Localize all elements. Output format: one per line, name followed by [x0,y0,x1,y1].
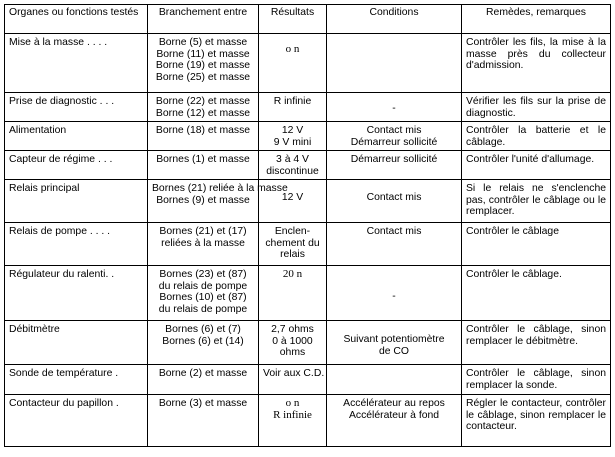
cond-line: Démarreur sollicité [350,136,438,148]
result-line: Enclen- [274,226,311,237]
result-cell [259,395,327,447]
table-row [5,122,611,151]
organ-cell: Sonde de température . [5,365,148,395]
branch-line: Borne (22) et masse [155,96,251,107]
result-line: ohms [279,347,306,358]
conditions-cell [327,395,462,447]
branch-cell [148,93,259,122]
remedy-cell: Contrôler l'unité d'allumage. [462,151,611,180]
cond-line: Suivant potentiomètre [343,334,445,345]
organ-cell: Débitmètre [5,321,148,365]
branch-line: du relais de pompe [158,303,248,315]
branch-line: Borne (5) et masse [158,37,248,48]
branch-line: Borne (11) et masse [156,48,250,60]
conditions-cell [327,34,462,93]
result-line: relais [280,249,305,260]
conditions-cell [327,365,462,395]
result-cell [259,151,327,180]
table-row [5,365,611,395]
result-cell [259,122,327,151]
cond-line: Accélérateur au repos [343,398,445,409]
organ-cell: Contacteur du papillon . [5,395,148,447]
conditions-cell [327,223,462,266]
branch-line: Bornes (21) reliée à la masse [152,183,288,194]
header-remedy: Remèdes, remarques [462,5,611,34]
branch-cell [148,321,259,365]
result-line: 3 à 4 V [276,154,309,165]
organ-cell: Prise de diagnostic . . . [5,93,148,122]
table-row [5,93,611,122]
branch-line: Bornes (6) et (7) [165,324,241,335]
remedy-cell: Régler le contacteur, contrôler le câblage, sinon remplacer le contacteur. [462,395,611,447]
cond-line: - [392,291,396,302]
table-row [5,321,611,365]
conditions-cell [327,122,462,151]
result-cell [259,223,327,266]
organ-cell: Mise à la masse . . . . [5,34,148,93]
branch-line: Bornes (9) et masse [156,194,250,206]
branch-cell [148,180,288,223]
branch-line: Borne (2) et masse [158,368,248,379]
branch-line: Bornes (1) et masse [156,154,250,165]
result-line: discontinue [266,165,319,177]
result-line: 12 V [281,125,304,136]
result-line: 0 à 1000 [272,335,313,347]
result-line: 12 V [281,192,304,203]
table-row [5,266,611,321]
branch-line: Borne (12) et masse [155,107,251,119]
result-line: 2,7 ohms [271,324,314,335]
remedy-cell: Contrôler les fils, la mise à la masse près du collecteur d'admission. [462,34,611,93]
branch-line: Bornes (23) et (87) [159,269,247,280]
result-cell [259,34,327,93]
branch-cell [148,365,259,395]
organ-cell: Capteur de régime . . . [5,151,148,180]
header-branch: Branchement entre [148,5,259,34]
result-cell [259,365,327,395]
table-row [5,223,611,266]
organ-cell: Relais de pompe . . . . [5,223,148,266]
conditions-cell [327,180,462,223]
result-line: o n [285,397,300,409]
remedy-cell: Contrôler la batterie et le câblage. [462,122,611,151]
result-cell [259,321,327,365]
cond-line: Contact mis [366,192,422,203]
cond-line: de CO [378,345,410,357]
result-line: Voir aux C.D. [263,368,325,379]
branch-cell [148,395,259,447]
conditions-cell [327,151,462,180]
remedy-cell: Contrôler le câblage, sinon remplacer le débitmètre. [462,321,611,365]
cond-line: - [392,103,396,114]
header-conditions: Conditions [327,5,462,34]
cond-line: Contact mis [366,226,422,237]
branch-line: du relais de pompe [158,280,248,292]
diagnostic-table [4,4,611,447]
table-row [5,395,611,447]
branch-line: Borne (25) et masse [155,71,251,83]
remedy-cell: Vérifier les fils sur la prise de diagnostic. [462,93,611,122]
header-result: Résultats [259,5,327,34]
branch-cell [148,122,259,151]
table-row [5,34,611,93]
branch-cell [148,34,259,93]
conditions-cell [327,321,462,365]
remedy-cell: Contrôler le câblage [462,223,611,266]
organ-cell: Alimentation [5,122,148,151]
organ-cell: Relais principal [5,180,148,223]
remedy-cell: Contrôler le câblage, sinon remplacer la sonde. [462,365,611,395]
result-cell [259,93,327,122]
branch-line: Bornes (21) et (17) [159,226,247,237]
table-row [5,180,611,223]
branch-line: Bornes (6) et (14) [162,335,244,347]
table-row [5,151,611,180]
result-line: 20 n [282,268,303,280]
header-row [5,5,611,34]
branch-line: Bornes (10) et (87) [159,292,247,303]
header-organ: Organes ou fonctions testés [5,5,148,34]
conditions-cell [327,266,462,321]
cond-line: Contact mis [366,125,422,136]
branch-line: Borne (18) et masse [155,125,251,136]
conditions-cell [327,93,462,122]
branch-cell [148,223,259,266]
result-line: chement du [265,237,320,249]
organ-cell: Régulateur du ralenti. . [5,266,148,321]
cond-line: Démarreur sollicité [350,154,438,165]
remedy-cell: Si le relais ne s'enclenche pas, contrôler le câblage ou le remplacer. [462,180,611,223]
branch-line: reliées à la masse [161,237,245,249]
result-line: 9 V mini [273,136,312,148]
result-line: R infinie [273,408,312,421]
result-line: o n [285,43,300,55]
result-cell [259,266,327,321]
result-line: R infinie [273,96,312,107]
branch-cell [148,151,259,180]
branch-cell [148,266,259,321]
remedy-cell: Contrôler le câblage. [462,266,611,321]
branch-line: Borne (3) et masse [158,398,248,409]
branch-line: Borne (19) et masse [155,60,251,71]
cond-line: Accélérateur à fond [348,409,440,421]
